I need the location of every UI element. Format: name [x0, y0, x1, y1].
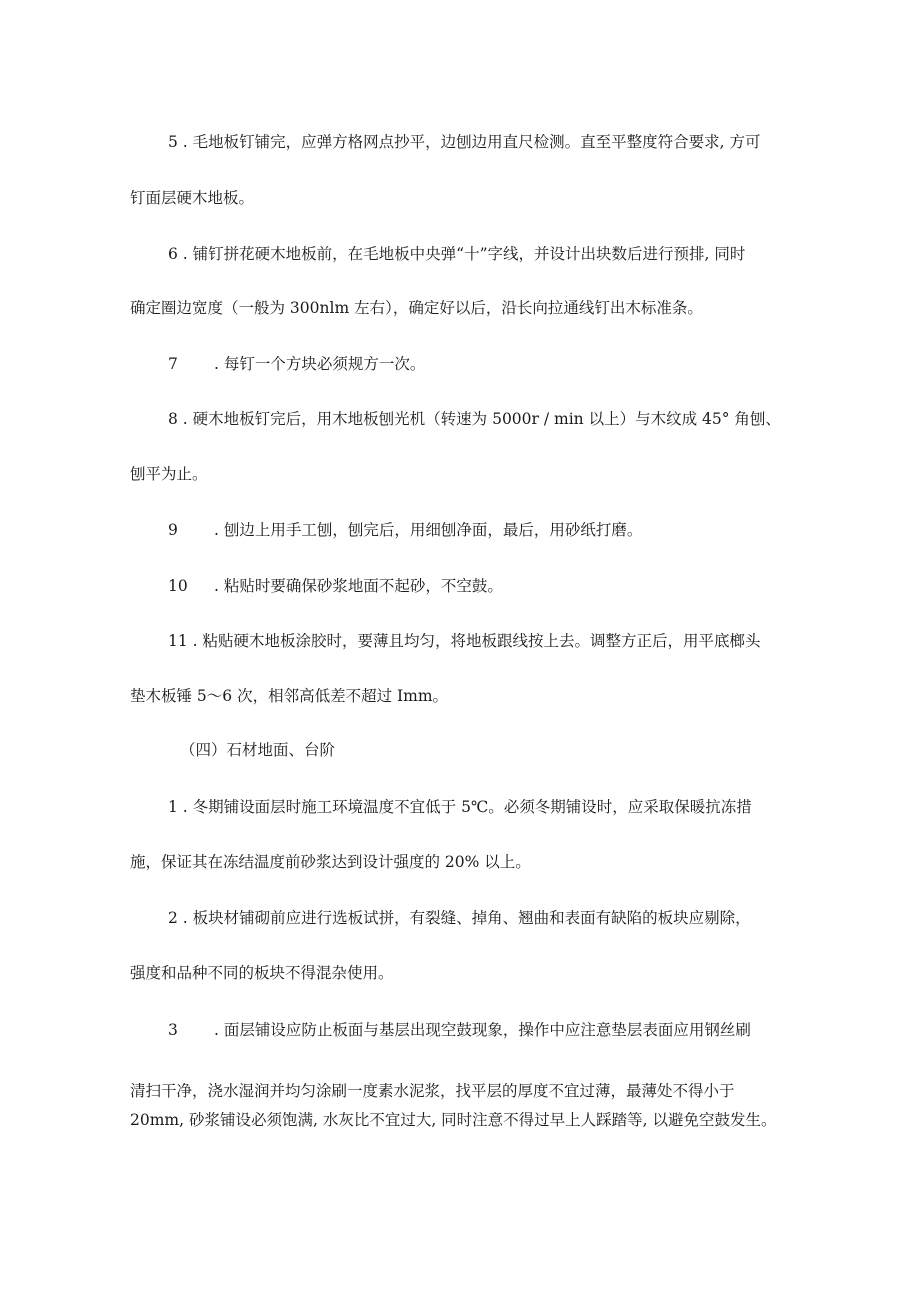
item-number: 10	[168, 577, 188, 595]
section-item-3-line1	[168, 1020, 751, 1040]
item-number: 5	[168, 133, 178, 151]
item-text: . 粘贴硬木地板涂胶时，要薄且均匀，将地板跟线按上去。调整方正后，用平底榔头	[187, 632, 761, 650]
item-number: 6	[168, 245, 178, 263]
section-item-2-line2: 强度和品种不同的板块不得混杂使用。	[130, 964, 394, 982]
item-text: . 板块材铺砌前应进行选板试拼，有裂缝、掉角、翘曲和表面有缺陷的板块应剔除，	[177, 909, 751, 927]
item-5-line2: 钉面层硬木地板。	[130, 189, 255, 207]
item-text: . 硬木地板钉完后，用木地板刨光机（转速为 5000r / min 以上）与木纹成 45° 角刨、	[177, 410, 781, 428]
item-10-line1	[168, 576, 503, 596]
item-8-line2: 刨平为止。	[130, 465, 208, 483]
section-title: （四）石材地面、台阶	[180, 741, 336, 759]
item-8-line1	[168, 409, 781, 429]
item-number: 1	[168, 798, 178, 816]
section-item-3-line3: 20mm, 砂浆铺设必须饱满, 水灰比不宜过大, 同时注意不得过早上人踩踏等, 以避免空鼓发生。	[130, 1111, 777, 1129]
section-item-3-line2: 清扫干净，浇水湿润并均匀涂刷一度素水泥浆，找平层的厚度不宜过薄，最薄处不得小于	[130, 1082, 735, 1100]
item-number: 7	[168, 355, 178, 373]
item-number: 9	[168, 521, 178, 539]
item-text: . 粘贴时要确保砂浆地面不起砂，不空鼓。	[214, 577, 503, 595]
item-text: . 每钉一个方块必须规方一次。	[214, 355, 426, 373]
item-5-line1	[168, 132, 761, 152]
item-text: . 冬期铺设面层时施工环境温度不宜低于 5℃。必须冬期铺设时，应采取保暖抗冻措	[177, 798, 752, 816]
section-item-1-line1	[168, 797, 752, 817]
section-item-2-line1	[168, 908, 751, 928]
item-11-line1	[168, 631, 761, 651]
item-number: 11	[168, 632, 188, 650]
item-9-line1	[168, 520, 642, 540]
item-number: 2	[168, 909, 178, 927]
item-text: . 铺钉拼花硬木地板前，在毛地板中央弹“十”字线，并设计出块数后进行预排, 同时	[177, 245, 746, 263]
item-number: 3	[168, 1021, 178, 1039]
item-7-line1	[168, 354, 425, 374]
item-text: . 面层铺设应防止板面与基层出现空鼓现象，操作中应注意垫层表面应用钢丝刷	[214, 1021, 751, 1039]
item-6-line2: 确定圈边宽度（一般为 300nlm 左右），确定好以后，沿长向拉通线钉出木标准条。	[130, 299, 703, 317]
item-6-line1	[168, 244, 745, 264]
item-11-line2: 垫木板锤 5～6 次，相邻高低差不超过 Imm。	[130, 687, 449, 705]
item-text: . 毛地板钉铺完，应弹方格网点抄平，边刨边用直尺检测。直至平整度符合要求, 方可	[177, 133, 761, 151]
item-number: 8	[168, 410, 178, 428]
item-text: . 刨边上用手工刨，刨完后，用细刨净面，最后，用砂纸打磨。	[214, 521, 643, 539]
section-item-1-line2: 施，保证其在冻结温度前砂浆达到设计强度的 20% 以上。	[130, 853, 531, 871]
